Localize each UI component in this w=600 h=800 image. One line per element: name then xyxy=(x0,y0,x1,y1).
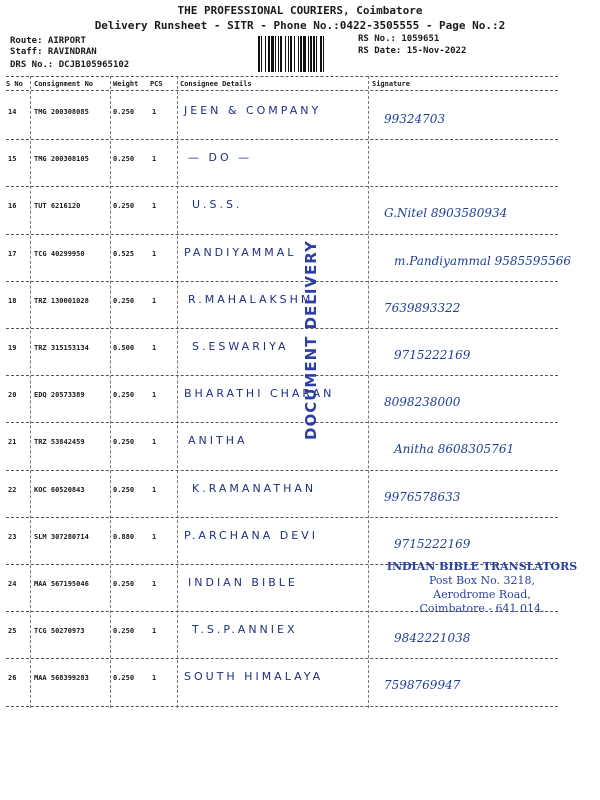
row-signature: 7598769947 xyxy=(384,678,461,693)
row-pcs: 1 xyxy=(152,627,157,636)
row-sno: 19 xyxy=(8,344,17,352)
row-signature: 7639893322 xyxy=(384,300,461,315)
row-consignee: T.S.P.ANNIEX xyxy=(192,623,298,637)
row-consignment-no: SLM 307280714 xyxy=(34,532,89,541)
row-consignment-no: TCG 50270973 xyxy=(34,627,85,636)
row-divider xyxy=(6,470,558,471)
row-signature: 99324703 xyxy=(384,112,446,126)
row-consignee: PANDIYAMMAL xyxy=(184,245,297,259)
row-consignee: P.ARCHANA DEVI xyxy=(184,528,318,542)
row-sno: 15 xyxy=(8,155,17,164)
row-signature: m.Pandiyammal 9585595566 xyxy=(394,253,571,268)
barcode-bar xyxy=(316,36,317,72)
stamp-org-name: INDIAN BIBLE TRANSLATORS xyxy=(386,560,578,573)
row-divider xyxy=(6,186,558,187)
row-pcs: 1 xyxy=(152,344,157,352)
organization-stamp xyxy=(372,560,592,616)
row-divider xyxy=(6,422,558,423)
row-weight: 0.250 xyxy=(113,627,135,636)
barcode-bar xyxy=(275,36,276,72)
row-sno: 22 xyxy=(8,485,17,494)
row-consignment-no: TRZ 130001028 xyxy=(34,296,89,305)
staff-label: Staff: RAVINDRAN xyxy=(10,47,97,57)
row-weight: 0.250 xyxy=(113,438,135,447)
row-consignment-no: TUT 6216120 xyxy=(34,202,81,211)
barcode-bar xyxy=(303,36,306,72)
row-weight: 0.880 xyxy=(113,532,135,541)
row-signature: 9715222169 xyxy=(394,536,471,551)
row-weight: 0.250 xyxy=(113,485,135,494)
column-divider xyxy=(177,76,178,708)
barcode-bar xyxy=(294,36,295,72)
row-consignee: — DO — xyxy=(188,151,253,165)
row-consignment-no: TRZ 315153134 xyxy=(34,344,89,352)
row-consignment-no: TMG 200308085 xyxy=(34,108,89,116)
table-header-rule xyxy=(6,90,558,91)
row-weight: 0.250 xyxy=(113,202,135,211)
page-title: THE PROFESSIONAL COURIERS, Coimbatore xyxy=(177,4,423,17)
stamp-org-address-3: Coimbatore - 641 014. xyxy=(419,602,545,615)
row-pcs: 1 xyxy=(152,674,157,683)
barcode-bar xyxy=(285,36,286,72)
row-pcs: 1 xyxy=(152,296,157,305)
column-divider xyxy=(368,76,369,708)
col-header-sno: S No xyxy=(6,80,23,88)
row-weight: 0.250 xyxy=(113,580,135,588)
row-consignee: ANITHA xyxy=(188,434,248,448)
row-consignment-no: TMG 200308105 xyxy=(34,155,89,164)
row-sno: 17 xyxy=(8,249,17,258)
barcode-bar xyxy=(290,36,292,72)
row-consignment-no: MAA 567195046 xyxy=(34,580,89,588)
row-signature: 9976578633 xyxy=(384,489,461,504)
row-signature: 8098238000 xyxy=(384,395,461,410)
row-sno: 26 xyxy=(8,674,17,683)
row-sno: 20 xyxy=(8,391,17,400)
row-divider xyxy=(6,706,558,707)
row-sno: 25 xyxy=(8,627,17,636)
row-divider xyxy=(6,328,558,329)
col-header-pcs: PCS xyxy=(150,80,163,88)
column-divider xyxy=(110,76,111,708)
row-pcs: 1 xyxy=(152,485,157,494)
barcode-bar xyxy=(278,36,279,72)
barcode-bar xyxy=(300,36,302,72)
stamp-org-address-1: Post Box No. 3218, xyxy=(428,574,536,587)
barcode-bar xyxy=(258,36,260,72)
row-sno: 18 xyxy=(8,296,17,305)
row-weight: 0.250 xyxy=(113,674,135,683)
row-consignee: R.MAHALAKSHMI xyxy=(188,292,320,306)
barcode-bar xyxy=(271,36,274,72)
col-header-signature: Signature xyxy=(372,80,410,88)
row-sno: 24 xyxy=(8,580,17,588)
row-divider xyxy=(6,517,558,518)
row-sno: 21 xyxy=(8,438,17,447)
row-weight: 0.250 xyxy=(113,296,135,305)
route-label: Route: AIRPORT xyxy=(10,36,86,46)
row-pcs: 1 xyxy=(152,249,157,258)
row-weight: 0.250 xyxy=(113,108,135,116)
row-pcs: 1 xyxy=(152,580,157,588)
document-delivery-stamp: DOCUMENT DELIVERY xyxy=(302,240,320,440)
row-weight: 0.250 xyxy=(113,155,135,164)
table-top-rule xyxy=(6,76,558,77)
barcode-bar xyxy=(268,36,270,72)
barcode-bar xyxy=(298,36,299,72)
row-consignee: K.RAMANATHAN xyxy=(192,481,317,495)
row-consignee: SOUTH HIMALAYA xyxy=(184,670,324,684)
row-pcs: 1 xyxy=(152,438,157,447)
column-divider xyxy=(30,76,31,708)
row-pcs: 1 xyxy=(152,391,157,400)
barcode-bar xyxy=(280,36,282,72)
row-divider xyxy=(6,234,558,235)
barcode-bar xyxy=(261,36,262,72)
row-divider xyxy=(6,658,558,659)
barcode-bar xyxy=(323,36,324,72)
row-consignment-no: TCG 40299950 xyxy=(34,249,85,258)
row-signature: G.Nitel 8903580934 xyxy=(384,206,508,221)
row-weight: 0.525 xyxy=(113,249,135,258)
row-divider xyxy=(6,281,558,282)
row-consignment-no: KOC 60520843 xyxy=(34,485,85,494)
col-header-consignment: Consignment No xyxy=(34,80,94,88)
barcode-bar xyxy=(265,36,266,72)
row-weight: 0.500 xyxy=(113,344,135,352)
row-consignee: S.ESWARIYA xyxy=(192,340,289,353)
row-consignee: INDIAN BIBLE xyxy=(188,576,298,589)
row-consignee: U.S.S. xyxy=(192,198,243,212)
row-sno: 16 xyxy=(8,202,17,211)
barcode-bar xyxy=(308,36,309,72)
row-signature: 9842221038 xyxy=(394,631,471,646)
row-pcs: 1 xyxy=(152,202,157,211)
row-signature: 9715222169 xyxy=(394,348,471,362)
row-consignment-no: MAA 568399283 xyxy=(34,674,89,683)
row-divider xyxy=(6,375,558,376)
stamp-org-address-2: Aerodrome Road, xyxy=(433,588,531,601)
row-consignment-no: EDQ 20573389 xyxy=(34,391,85,400)
barcode-bar xyxy=(313,36,315,72)
barcode xyxy=(258,36,356,72)
barcode-bar xyxy=(288,36,289,72)
page-subtitle: Delivery Runsheet - SITR - Phone No.:0422-3505555 - Page No.:2 xyxy=(94,19,506,32)
row-weight: 0.250 xyxy=(113,391,135,400)
row-pcs: 1 xyxy=(152,155,157,164)
rs-date: RS Date: 15-Nov-2022 xyxy=(358,46,467,56)
col-header-consignee: Consignee Details xyxy=(180,80,252,88)
row-consignment-no: TRZ 53842459 xyxy=(34,438,85,447)
drs-label: DRS No.: DCJB105965102 xyxy=(10,60,130,70)
barcode-bar xyxy=(320,36,322,72)
barcode-bar xyxy=(310,36,312,72)
row-consignee: BHARATHI CHARAN xyxy=(184,387,335,401)
row-pcs: 1 xyxy=(152,108,157,116)
rs-number: RS No.: 1059651 xyxy=(358,34,440,44)
row-divider xyxy=(6,139,558,140)
row-consignee: JEEN & COMPANY xyxy=(184,104,322,117)
row-sno: 23 xyxy=(8,532,17,541)
row-signature: Anitha 8608305761 xyxy=(394,442,515,457)
row-sno: 14 xyxy=(8,108,17,116)
col-header-weight: Weight xyxy=(113,80,139,88)
row-pcs: 1 xyxy=(152,532,157,541)
